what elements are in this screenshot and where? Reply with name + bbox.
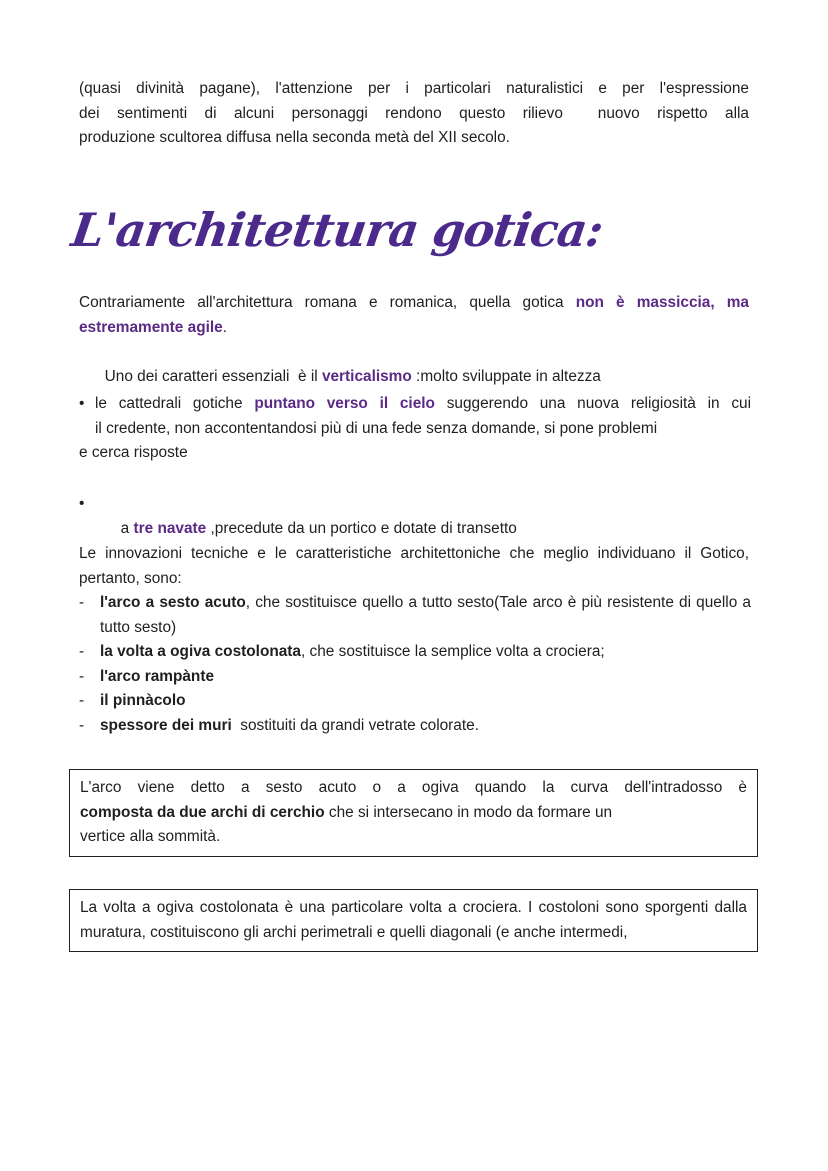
intro-paragraph <box>79 77 749 151</box>
list-item: - la volta a ogiva costolonata, che sostituisce la semplice volta a crociera; <box>79 640 751 665</box>
box-arch-line-3: vertice alla sommità. <box>80 828 221 845</box>
verticalism-highlight: verticalismo <box>321 367 412 385</box>
definition-box-arch <box>69 769 758 857</box>
bullet-line-3: e cerca risposte <box>79 444 188 461</box>
box-arch-rest: che si intersecano in modo da formare un <box>324 803 613 821</box>
bullet-pre: a <box>120 519 134 537</box>
bullet-item-cathedrals <box>79 392 751 466</box>
verticalism-rest: :molto sviluppate in altezza <box>411 367 601 385</box>
gothic-intro-text: Contrariamente all'architettura romana e romanica, quella gotica <box>79 294 576 311</box>
list-item: - l'arco a sesto acuto, che sostituisce quello a tutto sesto(Tale arco è più resistente di quello a tutto sesto) <box>79 591 751 640</box>
dash-icon: - <box>79 716 85 734</box>
bullet-highlight-sky: puntano verso il cielo <box>254 395 435 412</box>
list-item: - l'arco rampànte <box>79 665 751 690</box>
dash-icon: - <box>79 594 85 611</box>
definition-box-vault: La volta a ogiva costolonata è una particolare volta a crociera. I costoloni sono sporgenti dalla muratura, costituiscono gli archi perimetrali e quelli diagonali (e anche intermedi, <box>69 889 758 952</box>
innovations-intro: Le innovazioni tecniche e le caratteristiche architettoniche che meglio individuano il Gotico, pertanto, sono: <box>79 545 749 587</box>
bullet-pre: le cattedrali gotiche <box>95 395 255 412</box>
intro-line-3: produzione scultorea diffusa nella seconda metà del XII secolo. <box>79 129 510 146</box>
innovations-list <box>79 591 751 738</box>
gothic-intro-period: . <box>222 318 227 336</box>
intro-line-2: dei sentimenti di alcuni personaggi rendono questo rilievo nuovo rispetto alla <box>79 104 749 122</box>
verticalism-text: Uno dei caratteri essenziali è il <box>104 367 322 385</box>
gothic-highlight-agile: non è massiccia, ma estremamente agile <box>79 294 749 336</box>
dash-icon: - <box>79 692 85 709</box>
list-item: - spessore dei muri sostituiti da grandi vetrate colorate. <box>79 714 751 739</box>
dash-icon: - <box>79 643 85 660</box>
section-heading: L'architettura gotica: <box>68 203 607 257</box>
box-arch-bold: composta da due archi di cerchio <box>80 803 325 821</box>
bullet-icon: • <box>79 395 85 412</box>
intro-line-1: (quasi divinità pagane), l'attenzione per i particolari naturalistici e per l'espressione <box>79 80 749 97</box>
bullet-icon: • <box>79 495 85 512</box>
list-item: - il pinnàcolo <box>79 689 751 714</box>
bullet-post: ,precedute da un portico e dotate di transetto <box>206 519 517 537</box>
bullet-line-2: il credente, non accontentandosi più di una fede senza domande, si pone problemi <box>95 419 658 437</box>
box-arch-line-1: L'arco viene detto a sesto acuto o a ogiva quando la curva dell'intradosso è <box>80 779 747 796</box>
dash-icon: - <box>79 667 85 685</box>
bullet-highlight-naves: tre navate <box>133 519 207 537</box>
bullet-post: suggerendo una nuova religiosità in cui <box>434 395 752 412</box>
